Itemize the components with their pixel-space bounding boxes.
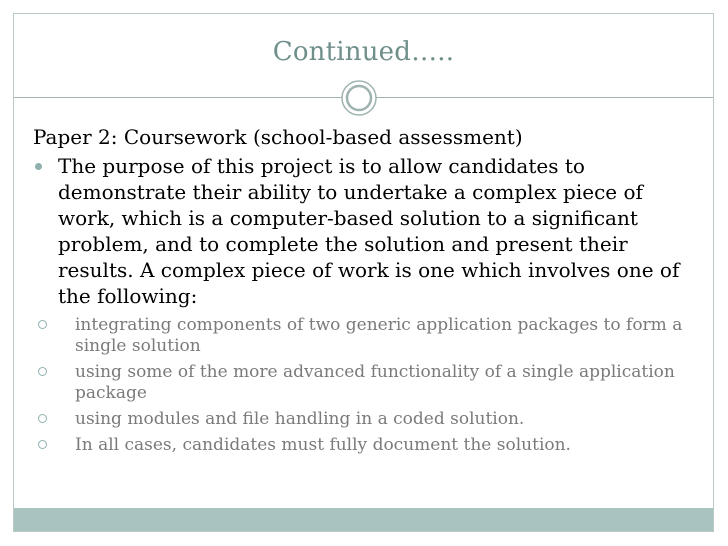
slide-body xyxy=(33,124,701,461)
list-item xyxy=(33,362,701,404)
slide-title: Continued….. xyxy=(272,37,455,67)
footer-band xyxy=(14,508,713,531)
circle-ornament-icon xyxy=(340,79,378,117)
list-item xyxy=(33,409,701,430)
list-item xyxy=(33,435,701,456)
sub-bullet-text: In all cases, candidates must fully document the solution. xyxy=(75,435,571,455)
ring-bullet-icon xyxy=(38,414,47,423)
ring-bullet-icon xyxy=(38,440,47,449)
sub-bullet-text: using modules and file handling in a coded solution. xyxy=(75,409,525,429)
bullet-dot-icon xyxy=(35,163,42,170)
main-bullet xyxy=(33,153,701,309)
sub-bullet-list xyxy=(33,315,701,456)
list-item xyxy=(33,315,701,357)
section-heading: Paper 2: Coursework (school-based assessment) xyxy=(33,125,523,149)
ring-bullet-icon xyxy=(38,320,47,329)
main-bullet-text: The purpose of this project is to allow candidates to demonstrate their ability to undertake a complex piece of work, which is a computer-based solution to a significant problem, and to complete the solution and present their results. A complex piece of work is one which involves one of the following: xyxy=(58,154,680,308)
ring-bullet-icon xyxy=(38,367,47,376)
sub-bullet-text: using some of the more advanced functionality of a single application package xyxy=(75,362,675,403)
sub-bullet-text: integrating components of two generic application packages to form a single solution xyxy=(75,315,683,356)
